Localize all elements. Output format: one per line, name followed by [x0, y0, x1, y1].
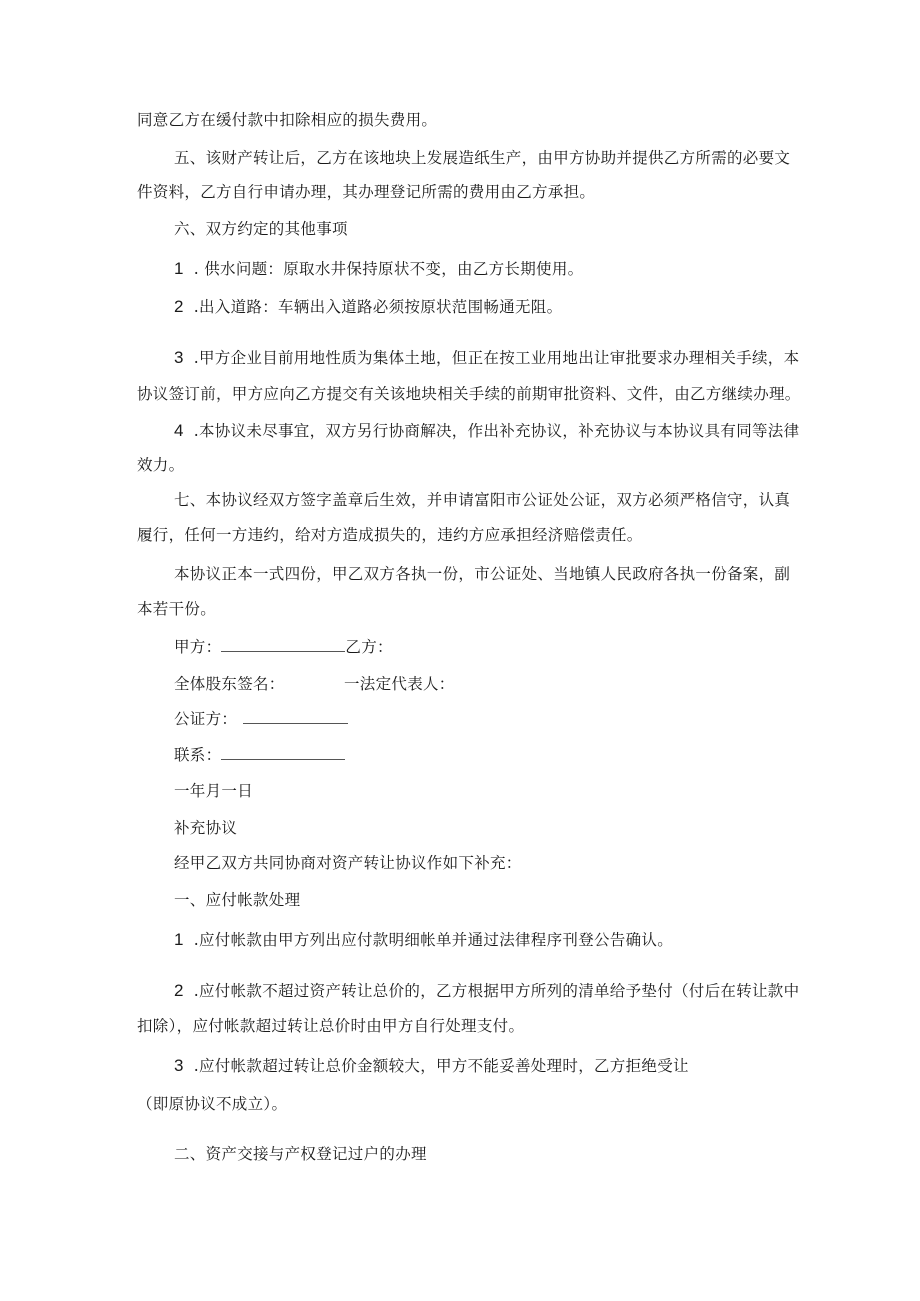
- item-4-line-1: [174, 421, 799, 441]
- supplement-item-3-line-1: [174, 1056, 689, 1076]
- item-2: [174, 297, 562, 317]
- supplement-item-3-line-2: （即原协议不成立）。: [137, 1095, 288, 1113]
- item-3-line-2: 协议签订前，甲方应向乙方提交有关该地块相关手续的前期审批资料、文件，由乙方继续办理。: [137, 385, 801, 403]
- clause-7-line-1: 七、本协议经双方签字盖章后生效，并申请富阳市公证处公证，双方必须严格信守，认真: [174, 491, 791, 509]
- clause-5-line-1: 五、该财产转让后，乙方在该地块上发展造纸生产，由甲方协助并提供乙方所需的必要文: [174, 149, 791, 167]
- party-a-label: 甲方：: [174, 638, 222, 656]
- supplement-section-1: 一、应付帐款处理: [174, 891, 301, 909]
- supplement-section-2: 二、资产交接与产权登记过户的办理: [174, 1145, 427, 1163]
- shareholders-label: 全体股东签名：: [174, 675, 285, 693]
- copies-line-1: 本协议正本一式四份，甲乙双方各执一份，市公证处、当地镇人民政府各执一份备案，副: [174, 565, 791, 583]
- item-1-text: . 供水问题：原取水井保持原状不变，由乙方长期使用。: [193, 260, 584, 278]
- supplement-item-2-line-1: [174, 981, 799, 1001]
- supplement-item-1-text: .应付帐款由甲方列出应付款明细帐单并通过法律程序刊登公告确认。: [193, 931, 673, 949]
- item-2-text: .出入道路：车辆出入道路必须按原状范围畅通无阻。: [193, 298, 563, 316]
- supplement-item-2-line-2: 扣除），应付帐款超过转让总价时由甲方自行处理支付。: [137, 1017, 525, 1035]
- date-line: 一年月一日: [174, 782, 254, 800]
- item-1: [174, 259, 583, 279]
- party-b-label: 乙方：: [345, 638, 393, 656]
- supplement-item-1: [174, 930, 673, 950]
- supplement-item-3-number: 3: [174, 1056, 184, 1075]
- supplement-intro: 经甲乙双方共同协商对资产转让协议作如下补充：: [174, 854, 522, 872]
- clause-6-heading: 六、双方约定的其他事项: [174, 220, 348, 238]
- item-2-number: 2: [174, 297, 184, 316]
- notary-line: [174, 709, 348, 729]
- item-4-line-2: 效力。: [137, 456, 185, 474]
- contact-line: [174, 745, 345, 765]
- contact-blank: [221, 745, 345, 760]
- supplement-item-2-number: 2: [174, 981, 184, 1000]
- party-signature-line: [174, 637, 393, 657]
- item-3-text: .甲方企业目前用地性质为集体土地，但正在按工业用地出让审批要求办理相关手续，本: [193, 349, 800, 367]
- notary-blank: [243, 709, 348, 724]
- supplement-item-3-text: .应付帐款超过转让总价金额较大，甲方不能妥善处理时，乙方拒绝受让: [193, 1057, 689, 1075]
- clause-5-line-2: 件资料，乙方自行申请办理，其办理登记所需的费用由乙方承担。: [137, 183, 596, 201]
- item-3-number: 3: [174, 348, 184, 367]
- party-a-blank: [221, 637, 345, 652]
- supplement-item-1-number: 1: [174, 930, 184, 949]
- item-4-text: .本协议未尽事宜，双方另行协商解决，作出补充协议，补充协议与本协议具有同等法律: [193, 422, 800, 440]
- item-3-line-1: [174, 348, 799, 368]
- supplement-item-2-text: .应付帐款不超过资产转让总价的，乙方根据甲方所列的清单给予垫付（付后在转让款中: [193, 982, 800, 1000]
- legal-rep-label: 一法定代表人：: [344, 675, 455, 693]
- item-4-number: 4: [174, 421, 184, 440]
- contact-label: 联系：: [174, 746, 222, 764]
- clause-7-line-2: 履行，任何一方违约，给对方造成损失的，违约方应承担经济赔偿责任。: [137, 526, 643, 544]
- supplement-title: 补充协议: [174, 819, 238, 837]
- notary-label: 公证方：: [174, 710, 238, 728]
- item-1-number: 1: [174, 259, 184, 278]
- paragraph-continuation: 同意乙方在缓付款中扣除相应的损失费用。: [137, 111, 438, 129]
- copies-line-2: 本若干份。: [137, 600, 217, 618]
